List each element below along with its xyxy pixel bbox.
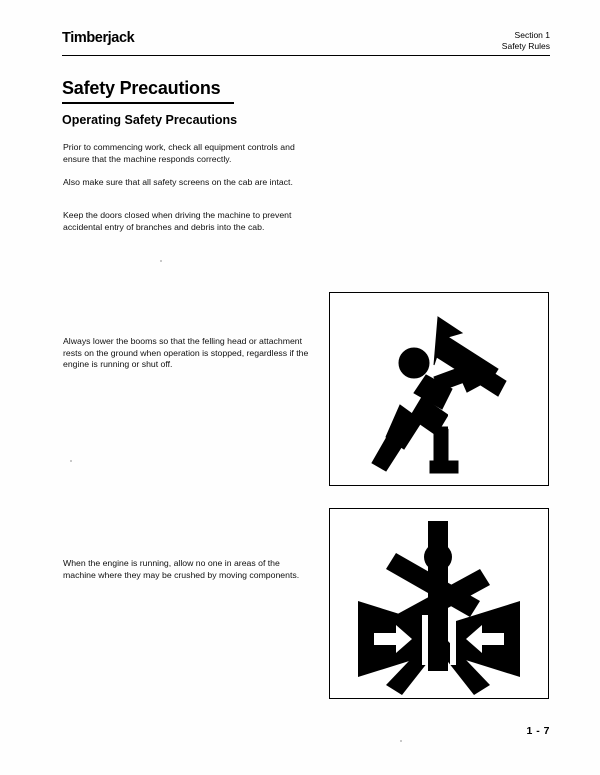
paragraph-2: Also make sure that all safety screens on the cab are intact. — [63, 177, 293, 187]
brand-logo-text: Timberjack — [62, 30, 135, 46]
crush-hazard-illustration — [330, 509, 548, 698]
paragraph-5: When the engine is running, allow no one in areas of the machine where they may be crushed by moving components. — [63, 558, 300, 580]
section-title: Safety Rules — [501, 41, 550, 51]
paragraph-1: Prior to commencing work, check all equipment controls and ensure that the machine responds correctly. — [63, 142, 295, 164]
scan-speckle — [70, 460, 72, 462]
paragraph-4: Always lower the booms so that the felling head or attachment rests on the ground when operation is stopped, regardless if the engine is running or shut off. — [63, 336, 309, 370]
scan-speckle — [160, 260, 162, 262]
page-header — [62, 30, 550, 56]
page-subtitle: Operating Safety Precautions — [62, 113, 238, 127]
figure-crush-hazard-pictogram — [329, 508, 549, 699]
paragraph-3: Keep the doors closed when driving the machine to prevent accidental entry of branches and debris into the cab. — [63, 210, 292, 232]
page-title: Safety Precautions — [62, 78, 221, 98]
lower-booms-illustration — [330, 293, 548, 485]
page-title-underline — [62, 102, 234, 104]
page-number: 1 - 7 — [526, 725, 550, 737]
section-number: Section 1 — [514, 30, 550, 40]
figure-lower-booms-pictogram — [329, 292, 549, 486]
section-reference — [502, 30, 550, 52]
scan-speckle — [400, 740, 402, 742]
header-divider — [62, 55, 550, 56]
